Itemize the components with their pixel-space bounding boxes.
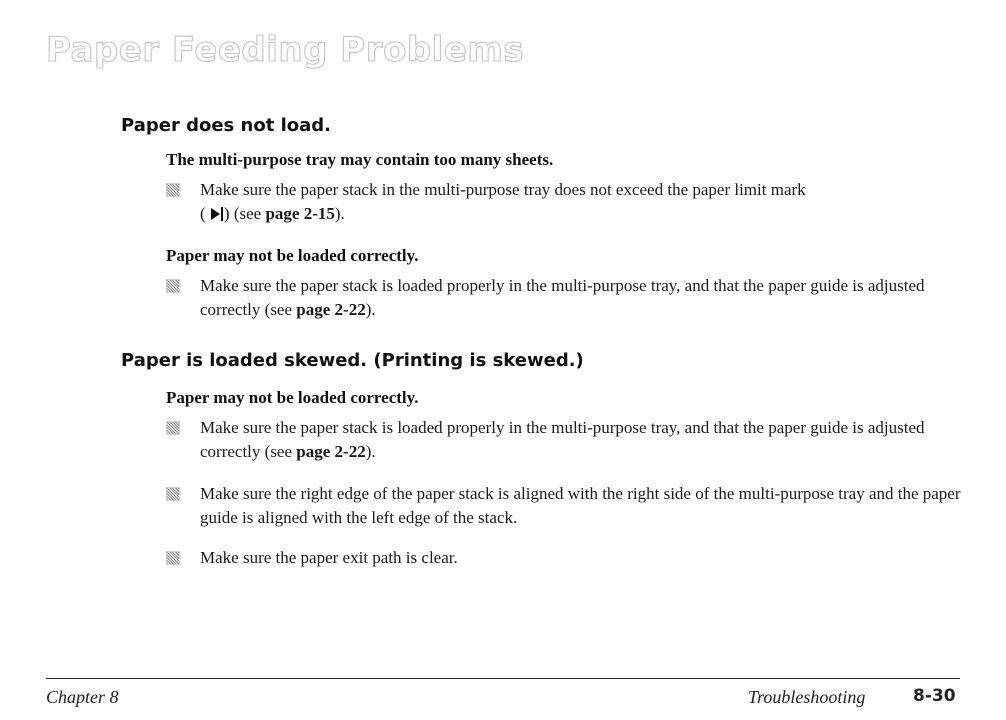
item-text: ) (see xyxy=(223,204,266,223)
item-text: ). xyxy=(365,442,376,461)
bullet-icon xyxy=(166,487,180,501)
bullet-icon xyxy=(166,279,180,293)
page-reference-link[interactable]: page 2-22 xyxy=(296,442,366,461)
cause-heading-not-loaded-correctly: Paper may not be loaded correctly. xyxy=(166,388,419,407)
list-item xyxy=(200,416,960,464)
footer-divider xyxy=(46,678,960,679)
paper-limit-mark-icon xyxy=(210,207,224,221)
list-item xyxy=(200,546,960,570)
item-text: Make sure the paper stack is loaded properly in the multi-purpose tray, and that the paper guide is adjusted correctly (see xyxy=(200,418,925,461)
item-text: ). xyxy=(334,204,345,223)
list-item: Make sure the paper stack in the multi-purpose tray does not exceed the paper limit mark ( ) (see page 2-15). xyxy=(200,180,806,223)
item-text: Make sure the paper stack is loaded properly in the multi-purpose tray, and that the paper guide is adjusted correctly (see xyxy=(200,276,925,319)
cause-heading-not-loaded-correctly: Paper may not be loaded correctly. xyxy=(166,246,419,265)
item-text: ). xyxy=(365,300,376,319)
item-text: Make sure the paper exit path is clear. xyxy=(200,548,458,567)
list-item xyxy=(200,274,960,322)
cause-heading-too-many-sheets: The multi-purpose tray may contain too many sheets. xyxy=(166,150,554,169)
section-heading-paper-does-not-load: Paper does not load. xyxy=(121,115,331,136)
section-heading-paper-loaded-skewed: Paper is loaded skewed. (Printing is skewed.) xyxy=(121,350,584,371)
item-text: Make sure the paper stack in the multi-purpose tray does not exceed the paper limit mark xyxy=(200,180,806,199)
page-title: Paper Feeding Problems xyxy=(46,30,525,70)
footer-chapter: Chapter 8 xyxy=(46,687,119,707)
list-item xyxy=(200,482,970,530)
bullet-icon xyxy=(166,551,180,565)
item-text: Make sure the right edge of the paper stack is aligned with the right side of the multi-purpose tray and the paper guide is aligned with the left edge of the stack. xyxy=(200,484,961,527)
footer-section-title: Troubleshooting xyxy=(748,687,866,707)
page-reference-link[interactable]: page 2-22 xyxy=(296,300,366,319)
bullet-icon xyxy=(166,183,180,197)
bullet-icon xyxy=(166,421,180,435)
page-reference-link[interactable]: page 2-15 xyxy=(265,204,335,223)
footer-page-number: 8-30 xyxy=(913,686,956,706)
